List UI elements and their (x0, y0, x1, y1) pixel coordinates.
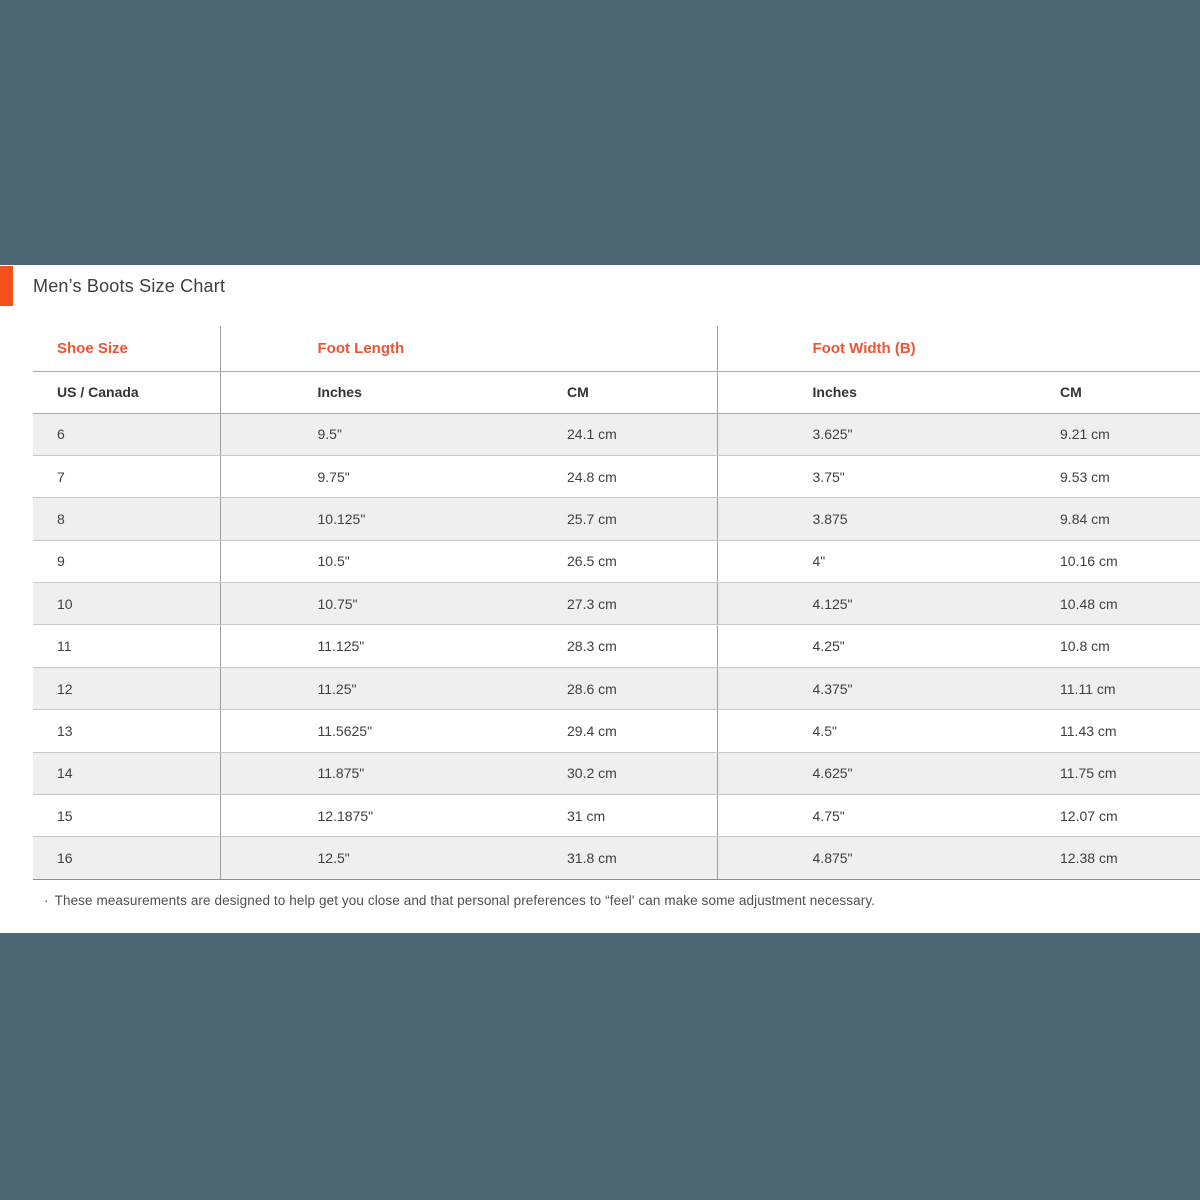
table-cell: 4.25" (717, 625, 965, 667)
table-cell: 3.875 (717, 498, 965, 540)
table-cell: 24.8 cm (470, 455, 717, 497)
table-cell: 11.5625" (220, 710, 470, 752)
group-header-row (33, 326, 1200, 371)
table-cell: 12 (33, 667, 220, 709)
table-cell: 10.5" (220, 540, 470, 582)
table-cell: 27.3 cm (470, 583, 717, 625)
table-cell: 10 (33, 583, 220, 625)
table-row (33, 455, 1200, 497)
sub-header-width-cm: CM (965, 371, 1200, 413)
table-cell: 6 (33, 413, 220, 455)
size-chart-table (33, 326, 1200, 880)
table-cell: 12.5" (220, 837, 470, 879)
footnote-text: These measurements are designed to help get you close and that personal preferences to “feel' can make some adjustment necessary. (54, 893, 876, 908)
sub-header-width-inches: Inches (717, 371, 965, 413)
table-cell: 12.07 cm (965, 795, 1200, 837)
table-cell: 31 cm (470, 795, 717, 837)
table-cell: 13 (33, 710, 220, 752)
table-cell: 3.625" (717, 413, 965, 455)
table-row (33, 540, 1200, 582)
group-header-shoe-size: Shoe Size (33, 326, 220, 371)
table-cell: 11.25" (220, 667, 470, 709)
table-row (33, 752, 1200, 794)
page-title: Men’s Boots Size Chart (33, 276, 226, 296)
table-cell: 10.16 cm (965, 540, 1200, 582)
table-cell: 4.375" (717, 667, 965, 709)
table-cell: 10.48 cm (965, 583, 1200, 625)
table-cell: 26.5 cm (470, 540, 717, 582)
group-header-foot-length: Foot Length (220, 326, 717, 371)
table-cell: 15 (33, 795, 220, 837)
sub-header-length-cm: CM (470, 371, 717, 413)
table-row (33, 625, 1200, 667)
table-cell: 11 (33, 625, 220, 667)
table-cell: 3.75" (717, 455, 965, 497)
table-cell: 8 (33, 498, 220, 540)
content-panel (0, 265, 1200, 933)
group-header-foot-width: Foot Width (B) (717, 326, 1200, 371)
table-cell: 10.125" (220, 498, 470, 540)
table-cell: 9.84 cm (965, 498, 1200, 540)
sub-header-row (33, 371, 1200, 413)
sub-header-length-inches: Inches (220, 371, 470, 413)
table-cell: 12.38 cm (965, 837, 1200, 879)
table-cell: 11.43 cm (965, 710, 1200, 752)
table-cell: 14 (33, 752, 220, 794)
accent-bar (0, 266, 13, 306)
table-cell: 16 (33, 837, 220, 879)
table-row (33, 795, 1200, 837)
table-cell: 4.5" (717, 710, 965, 752)
table-cell: 4.75" (717, 795, 965, 837)
table-row (33, 413, 1200, 455)
table-row (33, 583, 1200, 625)
table-row (33, 837, 1200, 879)
table-cell: 28.6 cm (470, 667, 717, 709)
table-row (33, 710, 1200, 752)
table-cell: 29.4 cm (470, 710, 717, 752)
table-row (33, 498, 1200, 540)
table-cell: 31.8 cm (470, 837, 717, 879)
table-cell: 9 (33, 540, 220, 582)
table-cell: 12.1875" (220, 795, 470, 837)
table-cell: 10.75" (220, 583, 470, 625)
table-cell: 7 (33, 455, 220, 497)
table-cell: 9.5" (220, 413, 470, 455)
table-cell: 4.625" (717, 752, 965, 794)
table-row (33, 667, 1200, 709)
table-cell: 9.21 cm (965, 413, 1200, 455)
table-cell: 24.1 cm (470, 413, 717, 455)
table-cell: 10.8 cm (965, 625, 1200, 667)
table-cell: 9.53 cm (965, 455, 1200, 497)
table-cell: 4.875" (717, 837, 965, 879)
table-cell: 11.11 cm (965, 667, 1200, 709)
table-cell: 9.75" (220, 455, 470, 497)
footnote-bullet: · (44, 893, 49, 908)
table-cell: 11.875" (220, 752, 470, 794)
table-cell: 4.125" (717, 583, 965, 625)
table-cell: 4" (717, 540, 965, 582)
table-cell: 25.7 cm (470, 498, 717, 540)
sub-header-us-canada: US / Canada (33, 371, 220, 413)
table-cell: 30.2 cm (470, 752, 717, 794)
table-cell: 28.3 cm (470, 625, 717, 667)
table-cell: 11.75 cm (965, 752, 1200, 794)
table-body (33, 413, 1200, 879)
footnote (44, 893, 875, 908)
table-cell: 11.125" (220, 625, 470, 667)
